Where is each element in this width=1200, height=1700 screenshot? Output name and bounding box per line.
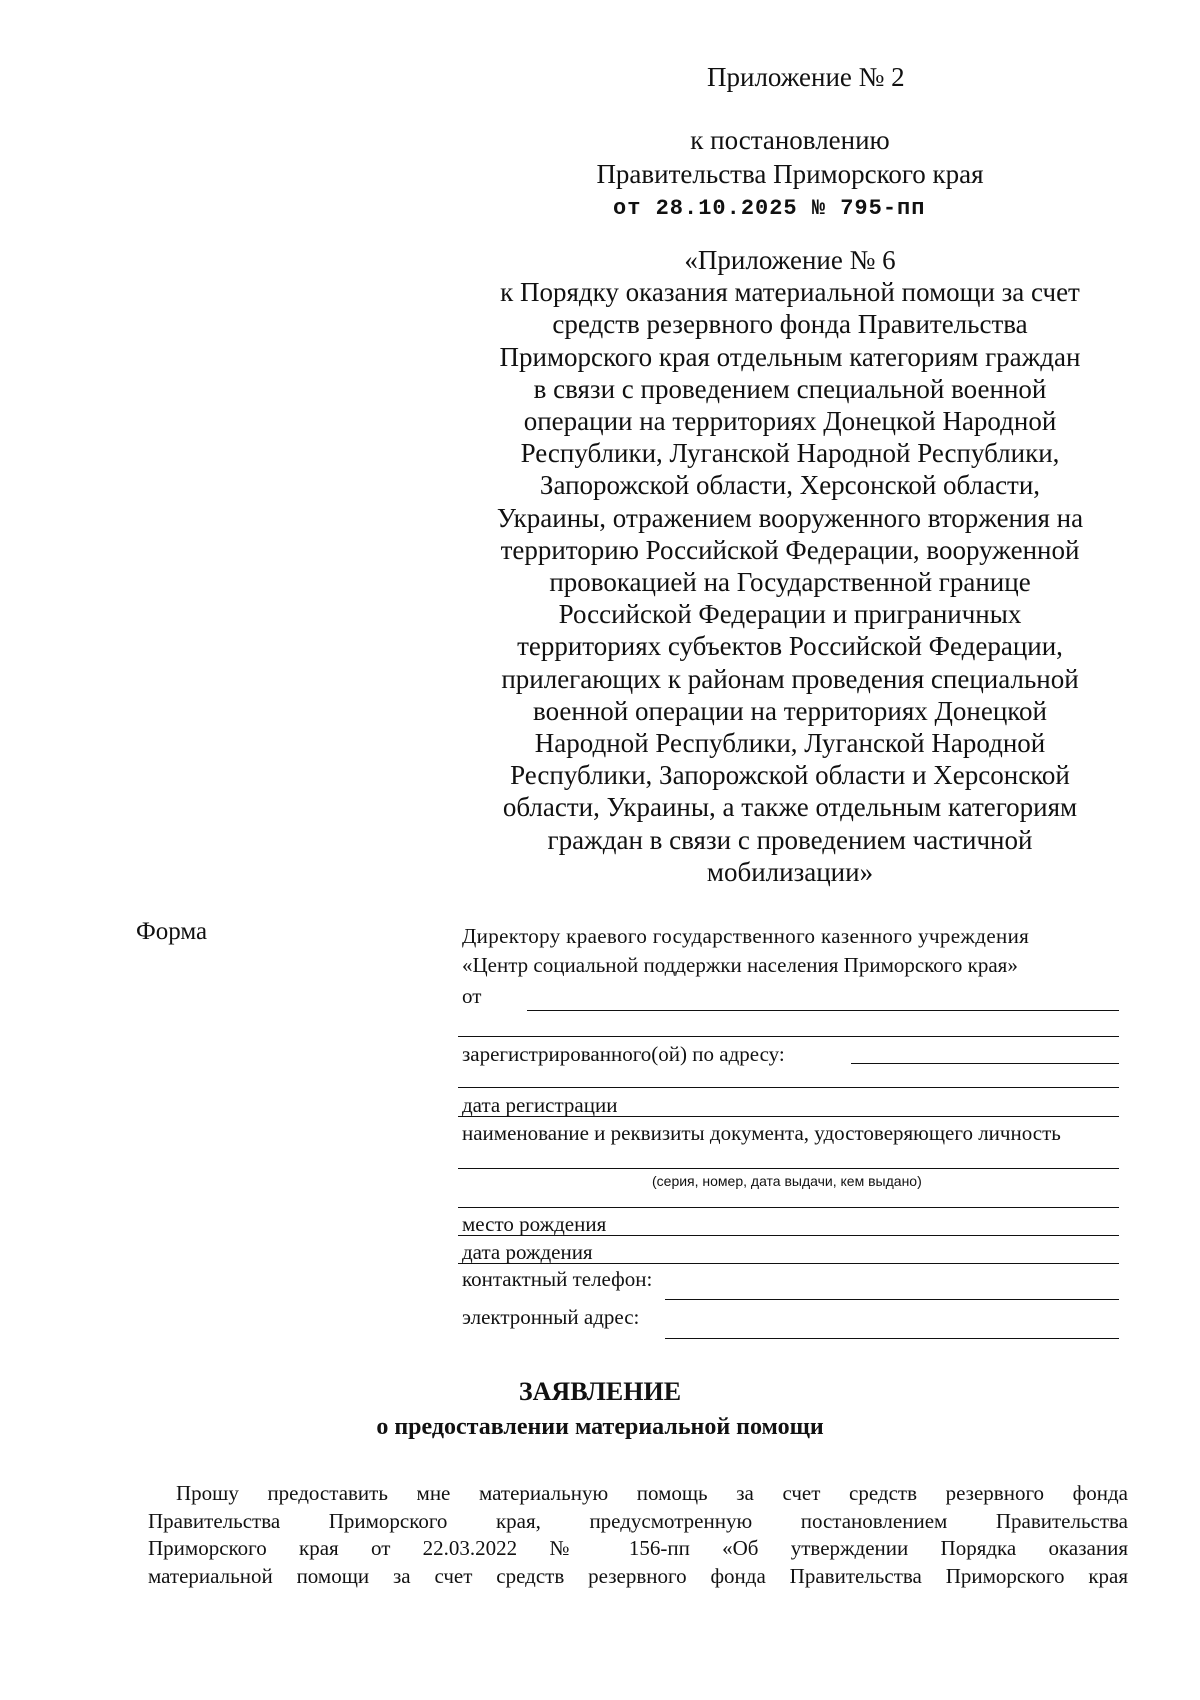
id-document-hint: (серия, номер, дата выдачи, кем выдано) xyxy=(652,1173,922,1189)
form-label: Форма xyxy=(136,918,208,945)
inner-appendix-line: Запорожской области, Херсонской области, xyxy=(539,470,1041,501)
inner-appendix-line: Приморского края отдельным категориям граждан xyxy=(499,341,1081,372)
inner-appendix-line: операции на территориях Донецкой Народной xyxy=(523,406,1057,437)
statement-paragraph xyxy=(148,1480,1128,1590)
inner-appendix-line: Украины, отражением вооруженного вторжения на xyxy=(496,502,1084,533)
registered-address-field-continued[interactable] xyxy=(458,1087,1119,1088)
from-name-field-continued[interactable] xyxy=(458,1036,1119,1037)
registration-date-field[interactable] xyxy=(458,1116,1119,1117)
addressee-line-2: «Центр социальной поддержки населения Приморского края» xyxy=(462,953,1018,977)
email-label: электронный адрес: xyxy=(462,1305,640,1329)
addressee-line-1: Директору краевого государственного казенного учреждения xyxy=(462,924,1030,948)
statement-subtitle: о предоставлении материальной помощи xyxy=(376,1414,824,1440)
inner-appendix-line: Российской Федерации и приграничных xyxy=(558,599,1022,630)
inner-appendix-line: «Приложение № 6 xyxy=(684,245,896,275)
inner-appendix-line: области, Украины, а также отдельным категориям xyxy=(502,792,1078,823)
id-document-field[interactable] xyxy=(458,1168,1119,1169)
inner-appendix-line: военной операции на территориях Донецкой xyxy=(533,695,1047,726)
resolution-to: к постановлению xyxy=(690,125,890,155)
birth-date-field[interactable] xyxy=(458,1263,1119,1264)
email-field[interactable] xyxy=(665,1338,1119,1339)
id-document-field-continued[interactable] xyxy=(458,1207,1119,1208)
statement-line: Правительства Приморского края, предусмотренную постановлением Правительства xyxy=(148,1508,1128,1533)
resolution-date-number: от 28.10.2025 № 795-пп xyxy=(613,196,926,221)
phone-label: контактный телефон: xyxy=(462,1267,653,1291)
from-label: от xyxy=(462,984,482,1008)
statement-line: Приморского края от 22.03.2022 № 156-пп «Об утверждении Порядка оказания xyxy=(148,1536,1128,1560)
statement-line: Прошу предоставить мне материальную помощь за счет средств резервного фонда xyxy=(176,1481,1128,1505)
birth-place-label: место рождения xyxy=(462,1212,607,1236)
inner-appendix-line: в связи с проведением специальной военной xyxy=(533,373,1047,404)
inner-appendix-line: провокацией на Государственной границе xyxy=(549,567,1031,598)
registration-date-label: дата регистрации xyxy=(462,1093,618,1117)
inner-appendix-block xyxy=(482,244,1098,888)
government-name: Правительства Приморского края xyxy=(596,159,984,189)
birth-date-label: дата рождения xyxy=(462,1240,593,1264)
birth-place-field[interactable] xyxy=(458,1235,1119,1236)
registered-address-field[interactable] xyxy=(851,1063,1119,1064)
inner-appendix-line: Республики, Луганской Народной Республики, xyxy=(520,438,1060,469)
statement-title: ЗАЯВЛЕНИЕ xyxy=(518,1377,682,1406)
inner-appendix-line: средств резервного фонда Правительства xyxy=(552,309,1028,340)
id-document-label: наименование и реквизиты документа, удостоверяющего личность xyxy=(462,1121,1061,1145)
inner-appendix-line: граждан в связи с проведением частичной xyxy=(547,824,1033,855)
inner-appendix-line: Республики, Запорожской области и Херсонской xyxy=(510,760,1070,791)
inner-appendix-line: к Порядку оказания материальной помощи за счет xyxy=(500,277,1080,308)
inner-appendix-line: прилегающих к районам проведения специальной xyxy=(501,663,1079,694)
inner-appendix-line: территорию Российской Федерации, вооруженной xyxy=(500,534,1080,565)
inner-appendix-line: территориях субъектов Российской Федерации, xyxy=(517,631,1063,662)
phone-field[interactable] xyxy=(665,1299,1119,1300)
registered-address-label: зарегистрированного(ой) по адресу: xyxy=(462,1042,785,1066)
from-name-field[interactable] xyxy=(527,1010,1119,1011)
inner-appendix-line: Народной Республики, Луганской Народной xyxy=(534,728,1046,759)
inner-appendix-line: мобилизации» xyxy=(706,856,874,887)
appendix-number: Приложение № 2 xyxy=(707,62,905,92)
statement-line: материальной помощи за счет средств резервного фонда Правительства Приморского края xyxy=(148,1563,1128,1588)
